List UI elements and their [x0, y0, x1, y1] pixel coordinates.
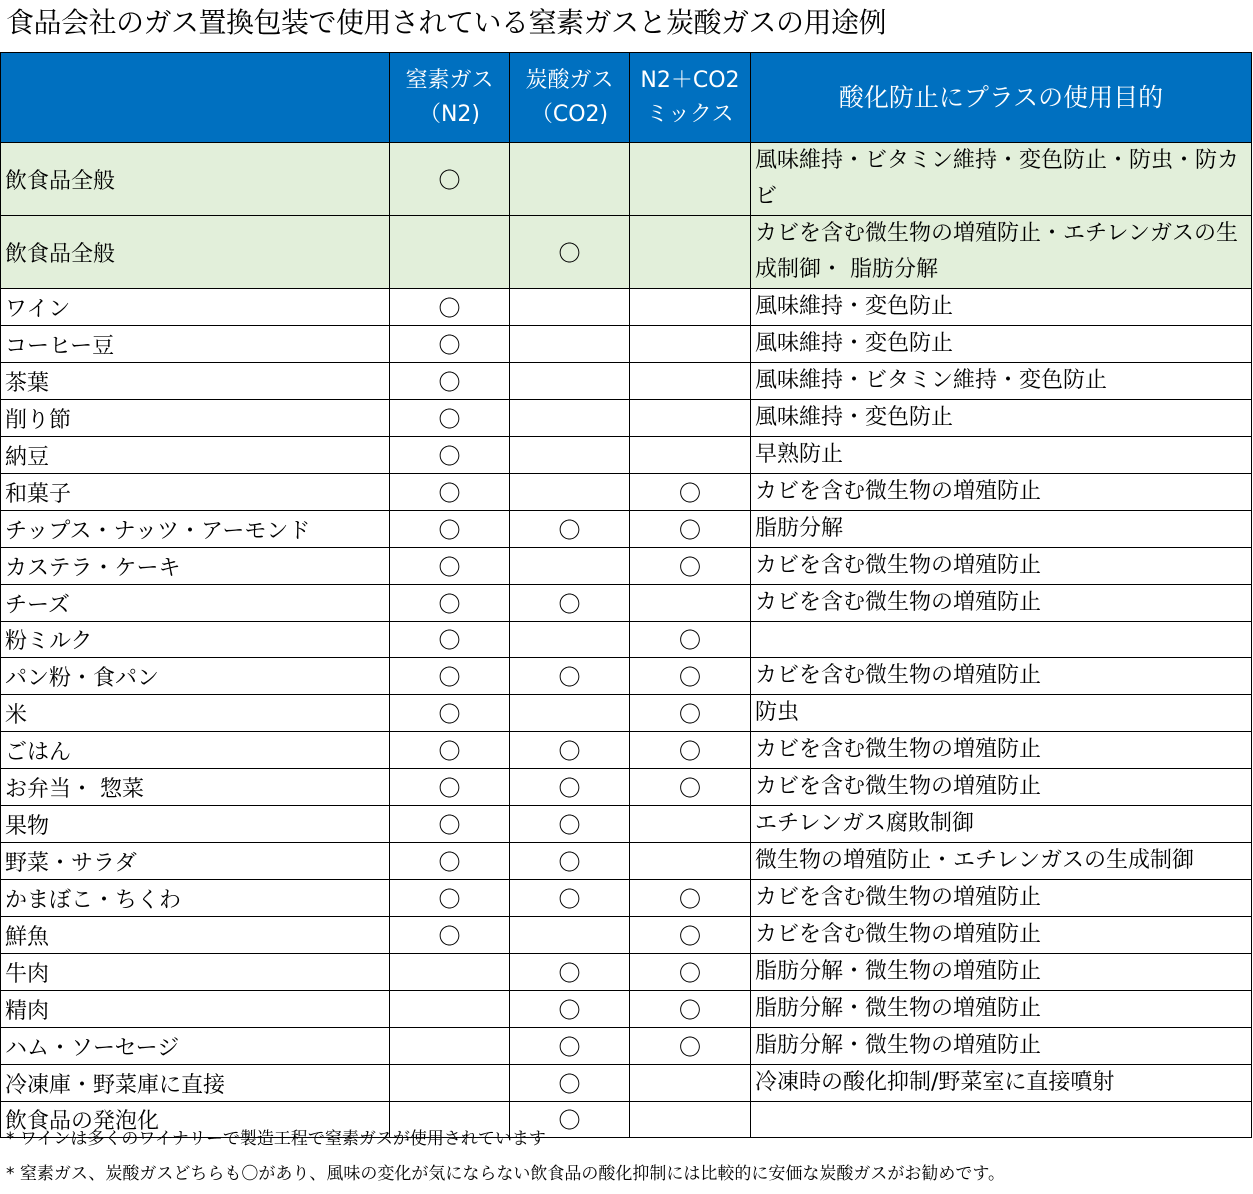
co2-mark-cell [510, 289, 630, 326]
food-cell: 精肉 [1, 991, 390, 1028]
co2-mark-cell: 〇 [510, 843, 630, 880]
table-row [1, 622, 1252, 658]
food-cell: 野菜・サラダ [1, 843, 390, 880]
co2-mark-cell [510, 548, 630, 585]
food-cell: ワイン [1, 289, 390, 326]
food-cell: 納豆 [1, 437, 390, 474]
table-row [1, 843, 1252, 880]
food-cell: お弁当・ 惣菜 [1, 769, 390, 806]
food-cell: チーズ [1, 585, 390, 622]
header-mix-line1: N2＋CO2 [640, 67, 740, 93]
co2-mark-cell: 〇 [510, 880, 630, 917]
mix-mark-cell: 〇 [630, 917, 751, 954]
table-row [1, 326, 1252, 363]
mix-mark-cell [630, 216, 751, 289]
n2-mark-cell: 〇 [390, 843, 510, 880]
n2-mark-cell: 〇 [390, 289, 510, 326]
co2-mark-cell: 〇 [510, 1102, 630, 1138]
page-title: 食品会社のガス置換包装で使用されている窒素ガスと炭酸ガスの用途例 [6, 6, 887, 39]
table-row [1, 695, 1252, 732]
header-purpose: 酸化防止にプラスの使用目的 [751, 53, 1252, 143]
n2-mark-cell: 〇 [390, 511, 510, 548]
purpose-cell [751, 1102, 1252, 1138]
table-row [1, 954, 1252, 991]
table-row [1, 548, 1252, 585]
mix-mark-cell: 〇 [630, 622, 751, 658]
table-row [1, 437, 1252, 474]
n2-mark-cell: 〇 [390, 585, 510, 622]
mix-mark-cell [630, 326, 751, 363]
co2-mark-cell [510, 622, 630, 658]
mix-mark-cell [630, 400, 751, 437]
co2-mark-cell [510, 917, 630, 954]
co2-mark-cell: 〇 [510, 585, 630, 622]
co2-mark-cell: 〇 [510, 1065, 630, 1102]
n2-mark-cell: 〇 [390, 400, 510, 437]
table-row [1, 143, 1252, 216]
table-row [1, 289, 1252, 326]
co2-mark-cell: 〇 [510, 769, 630, 806]
table-row [1, 769, 1252, 806]
mix-mark-cell: 〇 [630, 732, 751, 769]
purpose-cell: カビを含む微生物の増殖防止 [751, 732, 1252, 769]
table-row [1, 1065, 1252, 1102]
n2-mark-cell: 〇 [390, 622, 510, 658]
header-co2-line1: 炭酸ガス [525, 67, 614, 93]
mix-mark-cell [630, 143, 751, 216]
header-n2-line2: （N2) [418, 101, 481, 127]
mix-mark-cell [630, 1065, 751, 1102]
n2-mark-cell: 〇 [390, 326, 510, 363]
purpose-cell: カビを含む微生物の増殖防止 [751, 769, 1252, 806]
co2-mark-cell: 〇 [510, 991, 630, 1028]
n2-mark-cell [390, 991, 510, 1028]
food-cell: 飲食品全般 [1, 216, 390, 289]
table-body [1, 143, 1252, 1138]
purpose-cell: 風味維持・変色防止 [751, 289, 1252, 326]
footnote-wine: * ワインは多くのワイナリーで製造工程で窒素ガスが使用されています [6, 1129, 546, 1149]
co2-mark-cell: 〇 [510, 732, 630, 769]
food-cell: カステラ・ケーキ [1, 548, 390, 585]
purpose-cell: 脂肪分解 [751, 511, 1252, 548]
mix-mark-cell: 〇 [630, 658, 751, 695]
n2-mark-cell: 〇 [390, 806, 510, 843]
co2-mark-cell [510, 695, 630, 732]
table-row [1, 880, 1252, 917]
food-cell: コーヒー豆 [1, 326, 390, 363]
table-row [1, 917, 1252, 954]
purpose-cell [751, 622, 1252, 658]
header-mix-line2: ミックス [646, 101, 734, 127]
table-row [1, 732, 1252, 769]
header-n2 [390, 53, 510, 143]
table-row [1, 400, 1252, 437]
purpose-cell: 脂肪分解・微生物の増殖防止 [751, 1028, 1252, 1065]
food-cell: ごはん [1, 732, 390, 769]
n2-mark-cell: 〇 [390, 695, 510, 732]
purpose-cell: エチレンガス腐敗制御 [751, 806, 1252, 843]
header-co2 [510, 53, 630, 143]
food-cell: 冷凍庫・野菜庫に直接 [1, 1065, 390, 1102]
purpose-cell: 風味維持・変色防止 [751, 400, 1252, 437]
table-row [1, 585, 1252, 622]
co2-mark-cell [510, 326, 630, 363]
table-row [1, 658, 1252, 695]
mix-mark-cell [630, 806, 751, 843]
table-row [1, 991, 1252, 1028]
co2-mark-cell: 〇 [510, 511, 630, 548]
table-row [1, 806, 1252, 843]
n2-mark-cell: 〇 [390, 880, 510, 917]
purpose-cell: 風味維持・変色防止 [751, 326, 1252, 363]
food-cell: 米 [1, 695, 390, 732]
mix-mark-cell [630, 437, 751, 474]
purpose-cell: 風味維持・ビタミン維持・変色防止・防虫・防カビ [751, 143, 1252, 216]
purpose-cell: カビを含む微生物の増殖防止 [751, 548, 1252, 585]
mix-mark-cell: 〇 [630, 769, 751, 806]
footnote-recommendation: * 窒素ガス、炭酸ガスどちらも〇があり、風味の変化が気にならない飲食品の酸化抑制には比較的に安価な炭酸ガスがお勧めです。 [6, 1164, 1006, 1184]
table-row [1, 511, 1252, 548]
mix-mark-cell [630, 843, 751, 880]
co2-mark-cell [510, 363, 630, 400]
co2-mark-cell: 〇 [510, 806, 630, 843]
food-cell: 和菓子 [1, 474, 390, 511]
purpose-cell: カビを含む微生物の増殖防止 [751, 880, 1252, 917]
co2-mark-cell: 〇 [510, 658, 630, 695]
n2-mark-cell: 〇 [390, 548, 510, 585]
n2-mark-cell [390, 1028, 510, 1065]
n2-mark-cell [390, 954, 510, 991]
food-cell: 粉ミルク [1, 622, 390, 658]
n2-mark-cell: 〇 [390, 437, 510, 474]
n2-mark-cell: 〇 [390, 658, 510, 695]
purpose-cell: カビを含む微生物の増殖防止・エチレンガスの生成制御・ 脂肪分解 [751, 216, 1252, 289]
header-row [1, 53, 1252, 143]
mix-mark-cell: 〇 [630, 511, 751, 548]
food-cell: パン粉・食パン [1, 658, 390, 695]
table-row [1, 1028, 1252, 1065]
food-cell: かまぼこ・ちくわ [1, 880, 390, 917]
n2-mark-cell: 〇 [390, 363, 510, 400]
co2-mark-cell [510, 437, 630, 474]
mix-mark-cell: 〇 [630, 474, 751, 511]
gas-usage-table [0, 52, 1252, 1138]
food-cell: 鮮魚 [1, 917, 390, 954]
mix-mark-cell: 〇 [630, 695, 751, 732]
n2-mark-cell: 〇 [390, 474, 510, 511]
food-cell: 牛肉 [1, 954, 390, 991]
purpose-cell: 早熟防止 [751, 437, 1252, 474]
purpose-cell: 脂肪分解・微生物の増殖防止 [751, 991, 1252, 1028]
food-cell: 削り節 [1, 400, 390, 437]
n2-mark-cell: 〇 [390, 769, 510, 806]
purpose-cell: カビを含む微生物の増殖防止 [751, 585, 1252, 622]
food-cell: 茶葉 [1, 363, 390, 400]
table-row [1, 474, 1252, 511]
food-cell: 飲食品全般 [1, 143, 390, 216]
mix-mark-cell [630, 363, 751, 400]
table-row [1, 363, 1252, 400]
mix-mark-cell [630, 1102, 751, 1138]
purpose-cell: 風味維持・ビタミン維持・変色防止 [751, 363, 1252, 400]
co2-mark-cell [510, 143, 630, 216]
mix-mark-cell [630, 289, 751, 326]
mix-mark-cell: 〇 [630, 548, 751, 585]
co2-mark-cell [510, 474, 630, 511]
food-cell: ハム・ソーセージ [1, 1028, 390, 1065]
co2-mark-cell: 〇 [510, 954, 630, 991]
purpose-cell: 脂肪分解・微生物の増殖防止 [751, 954, 1252, 991]
header-n2-line1: 窒素ガス [405, 67, 494, 93]
n2-mark-cell: 〇 [390, 143, 510, 216]
mix-mark-cell: 〇 [630, 1028, 751, 1065]
co2-mark-cell: 〇 [510, 216, 630, 289]
mix-mark-cell: 〇 [630, 880, 751, 917]
co2-mark-cell [510, 400, 630, 437]
purpose-cell: 微生物の増殖防止・エチレンガスの生成制御 [751, 843, 1252, 880]
food-cell: 飲食品の発泡化 [1, 1102, 390, 1138]
header-co2-line2: （CO2) [530, 101, 609, 127]
purpose-cell: 冷凍時の酸化抑制/野菜室に直接噴射 [751, 1065, 1252, 1102]
purpose-cell: 防虫 [751, 695, 1252, 732]
purpose-cell: カビを含む微生物の増殖防止 [751, 917, 1252, 954]
n2-mark-cell [390, 1065, 510, 1102]
n2-mark-cell [390, 216, 510, 289]
header-mix [630, 53, 751, 143]
co2-mark-cell: 〇 [510, 1028, 630, 1065]
mix-mark-cell: 〇 [630, 954, 751, 991]
mix-mark-cell: 〇 [630, 991, 751, 1028]
purpose-cell: カビを含む微生物の増殖防止 [751, 474, 1252, 511]
food-cell: チップス・ナッツ・アーモンド [1, 511, 390, 548]
header-food [1, 53, 390, 143]
mix-mark-cell [630, 585, 751, 622]
n2-mark-cell: 〇 [390, 732, 510, 769]
table-row [1, 216, 1252, 289]
n2-mark-cell: 〇 [390, 917, 510, 954]
food-cell: 果物 [1, 806, 390, 843]
purpose-cell: カビを含む微生物の増殖防止 [751, 658, 1252, 695]
